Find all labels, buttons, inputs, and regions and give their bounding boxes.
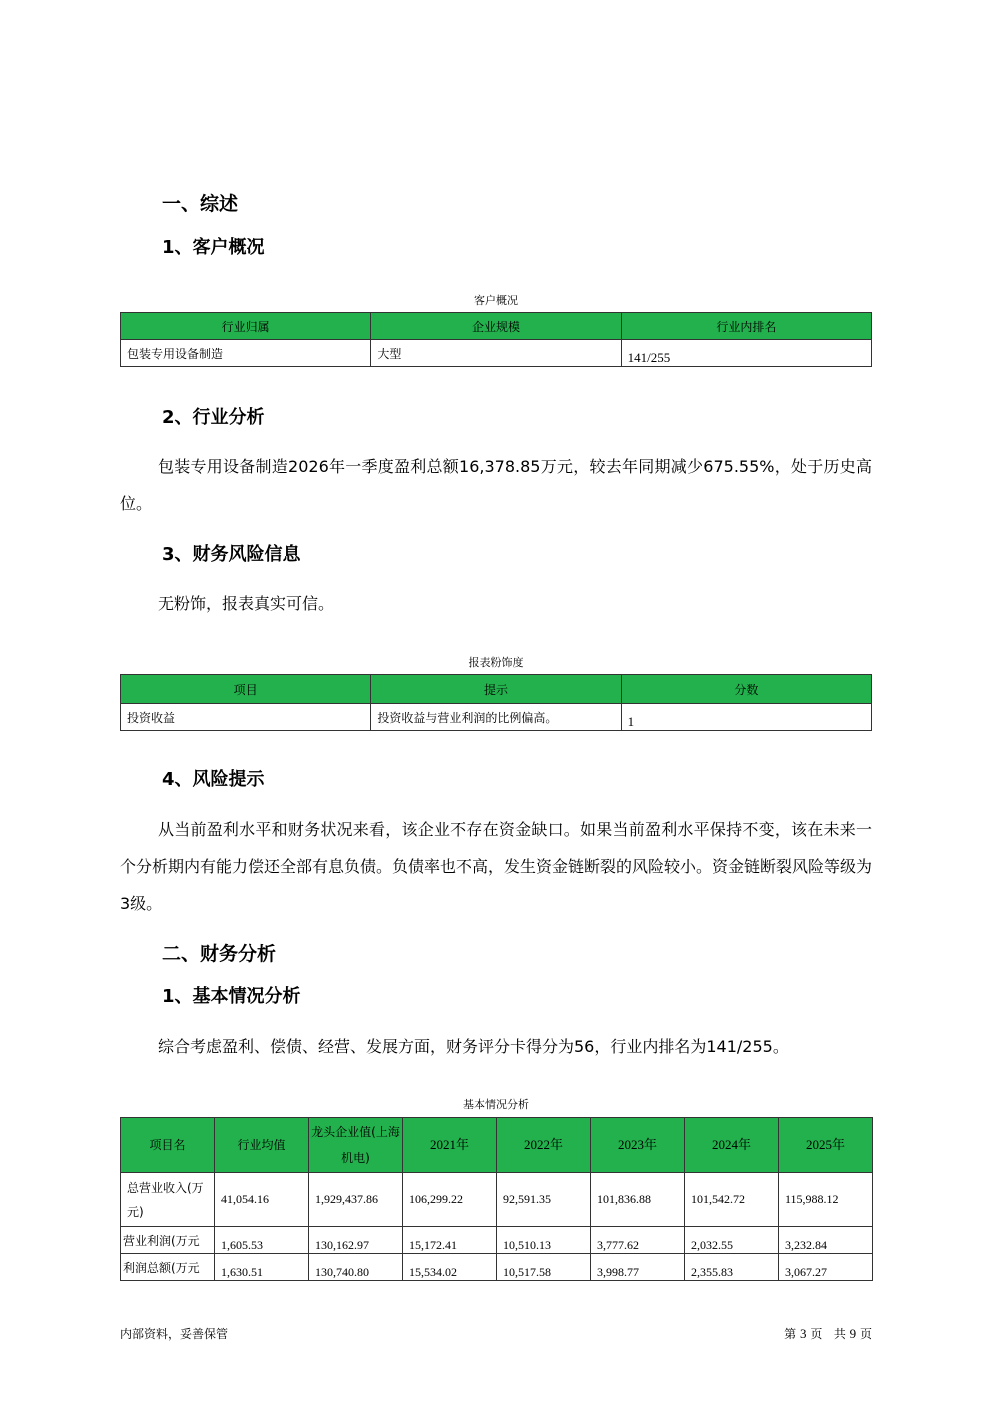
table-row bbox=[121, 1227, 873, 1254]
report-cell-score: 1 bbox=[621, 704, 871, 731]
basic-header-item: 项目名 bbox=[121, 1118, 215, 1173]
basic-header-industry-avg: 行业均值 bbox=[215, 1118, 309, 1173]
table-row bbox=[121, 1173, 873, 1227]
table-cell: 2,355.83 bbox=[685, 1254, 779, 1281]
risk-tip-title: 4、风险提示 bbox=[162, 769, 265, 790]
page-label: 第 bbox=[784, 1327, 797, 1341]
customer-cell-scale: 大型 bbox=[371, 340, 621, 367]
table-cell: 1,605.53 bbox=[215, 1227, 309, 1254]
table-cell: 130,740.80 bbox=[309, 1254, 403, 1281]
table-cell: 1,929,437.86 bbox=[309, 1173, 403, 1227]
basic-text: 综合考虑盈利、偿债、经营、发展方面，财务评分卡得分为56，行业内排名为141/255。 bbox=[158, 1037, 789, 1056]
basic-header-2021: 2021年 bbox=[403, 1118, 497, 1173]
customer-table bbox=[120, 312, 872, 367]
risk-tip-text: 从当前盈利水平和财务状况来看，该企业不存在资金缺口。如果当前盈利水平保持不变，该在未来一个分析期内有能力偿还全部有息负债。负债率也不高，发生资金链断裂的风险较小。资金链断裂风险等级为3级。 bbox=[120, 820, 873, 913]
page-unit: 页 bbox=[810, 1327, 823, 1341]
total-unit: 页 bbox=[859, 1327, 872, 1341]
row-label: 总营业收入(万元) bbox=[121, 1173, 215, 1227]
table-cell: 101,836.88 bbox=[591, 1173, 685, 1227]
table-cell: 3,232.84 bbox=[779, 1227, 873, 1254]
basic-header-2023: 2023年 bbox=[591, 1118, 685, 1173]
table-cell: 10,510.13 bbox=[497, 1227, 591, 1254]
footer-page-number bbox=[784, 1325, 872, 1342]
customer-cell-rank: 141/255 bbox=[621, 340, 871, 367]
table-cell: 2,032.55 bbox=[685, 1227, 779, 1254]
table-cell: 3,998.77 bbox=[591, 1254, 685, 1281]
report-table bbox=[120, 674, 872, 731]
report-table-caption: 报表粉饰度 bbox=[468, 656, 524, 669]
customer-cell-industry: 包装专用设备制造 bbox=[121, 340, 371, 367]
table-cell: 92,591.35 bbox=[497, 1173, 591, 1227]
customer-title: 1、客户概况 bbox=[162, 237, 265, 258]
table-row bbox=[121, 1254, 873, 1281]
table-cell: 15,534.02 bbox=[403, 1254, 497, 1281]
industry-title: 2、行业分析 bbox=[162, 407, 265, 428]
total-label: 共 bbox=[833, 1327, 846, 1341]
basic-table bbox=[120, 1117, 873, 1281]
basic-table-caption: 基本情况分析 bbox=[463, 1098, 529, 1111]
basic-header-leader: 龙头企业值(上海机电) bbox=[309, 1118, 403, 1173]
report-cell-item: 投资收益 bbox=[121, 704, 371, 731]
basic-header-2024: 2024年 bbox=[685, 1118, 779, 1173]
customer-header-rank: 行业内排名 bbox=[621, 313, 871, 340]
footer-confidential: 内部资料，妥善保管 bbox=[120, 1327, 229, 1341]
industry-text: 包装专用设备制造2026年一季度盈利总额16,378.85万元，较去年同期减少675.55%，处于历史高位。 bbox=[120, 457, 872, 513]
basic-header-2025: 2025年 bbox=[779, 1118, 873, 1173]
report-cell-hint: 投资收益与营业利润的比例偏高。 bbox=[371, 704, 621, 731]
table-cell: 1,630.51 bbox=[215, 1254, 309, 1281]
page-current: 3 bbox=[800, 1326, 807, 1341]
table-cell: 115,988.12 bbox=[779, 1173, 873, 1227]
table-cell: 41,054.16 bbox=[215, 1173, 309, 1227]
basic-title: 1、基本情况分析 bbox=[162, 986, 301, 1007]
overview-title: 一、综述 bbox=[162, 193, 239, 215]
customer-header-scale: 企业规模 bbox=[371, 313, 621, 340]
report-header-item: 项目 bbox=[121, 675, 371, 704]
row-label: 利润总额(万元 bbox=[121, 1254, 215, 1281]
table-cell: 15,172.41 bbox=[403, 1227, 497, 1254]
report-header-score: 分数 bbox=[621, 675, 871, 704]
row-label: 营业利润(万元 bbox=[121, 1227, 215, 1254]
financial-title: 二、财务分析 bbox=[162, 943, 277, 965]
risk-info-title: 3、财务风险信息 bbox=[162, 544, 301, 565]
table-cell: 101,542.72 bbox=[685, 1173, 779, 1227]
table-cell: 130,162.97 bbox=[309, 1227, 403, 1254]
customer-header-industry: 行业归属 bbox=[121, 313, 371, 340]
table-cell: 3,777.62 bbox=[591, 1227, 685, 1254]
risk-info-text: 无粉饰，报表真实可信。 bbox=[158, 594, 335, 613]
customer-table-caption: 客户概况 bbox=[474, 294, 518, 307]
page-total: 9 bbox=[849, 1326, 857, 1341]
basic-header-2022: 2022年 bbox=[497, 1118, 591, 1173]
table-cell: 10,517.58 bbox=[497, 1254, 591, 1281]
table-cell: 106,299.22 bbox=[403, 1173, 497, 1227]
table-cell: 3,067.27 bbox=[779, 1254, 873, 1281]
report-header-hint: 提示 bbox=[371, 675, 621, 704]
